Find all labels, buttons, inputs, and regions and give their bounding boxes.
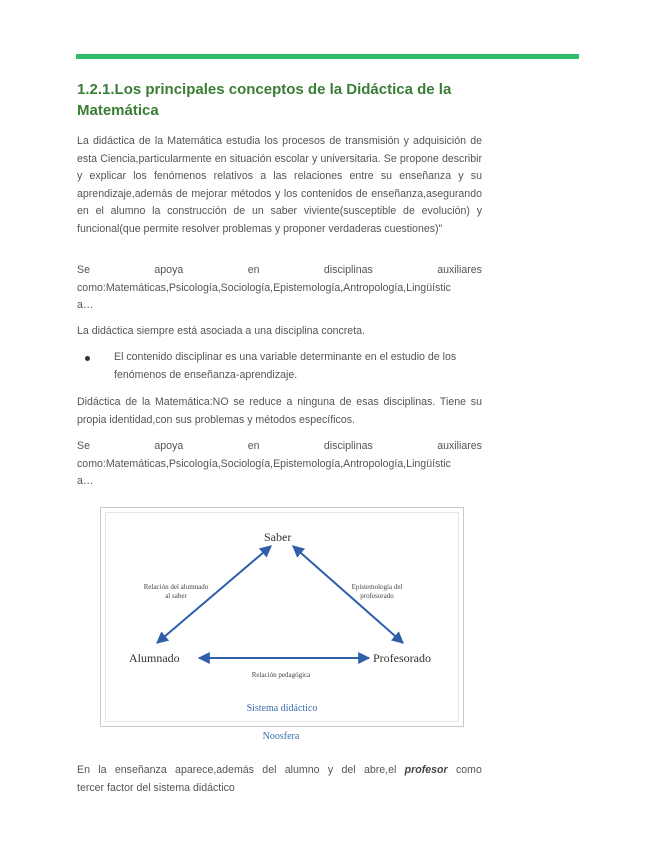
paragraph-discipline: La didáctica siempre está asociada a una disciplina concreta. (77, 325, 365, 337)
spread-line (77, 438, 482, 456)
word: del (341, 764, 356, 776)
word: auxiliares (437, 440, 482, 452)
text-line: como:Matemáticas,Psicología,Sociología,Epistemología,Antropología,Lingüístic (77, 281, 451, 294)
bullet-text: El contenido disciplinar es una variable determinante en el estudio de los fenómenos de enseñanza-aprendizaje. (114, 351, 457, 381)
edge-label-pedagogica: Relación pedagógica (251, 671, 311, 679)
text-line: como:Matemáticas,Psicología,Sociología,Epistemología,Antropología,Lingüístic (77, 457, 451, 470)
text-line: tercer factor del sistema didáctico (77, 781, 235, 794)
spread-line (77, 762, 482, 780)
word: y (327, 764, 334, 776)
paragraph-identity: Didáctica de la Matemática:NO se reduce a ninguna de esas disciplinas. Tiene su propia identidad,con sus problemas y métodos específicos. (77, 396, 482, 426)
word: apoya (154, 264, 184, 276)
node-alumnado: Alumnado (129, 651, 180, 665)
node-saber: Saber (264, 530, 292, 544)
bullet-item (85, 349, 482, 384)
word: auxiliares (437, 264, 482, 276)
word: Se (77, 264, 90, 276)
word: apoya (154, 440, 184, 452)
emphasis-profesor: profesor (404, 764, 448, 776)
paragraph-auxiliary-2 (77, 438, 482, 491)
bullet-dot-icon (85, 356, 90, 361)
edge-label-alumnado-saber (131, 583, 221, 601)
paragraph-definition: La didáctica de la Matemática estudia los procesos de transmisión y adquisición de esta Ciencia,particularmente en situación escolar y universitaria. Se propone describir y explicar los fenómenos relativos a las relaciones entre su enseñanza y su aprendizaje,además de mejorar métodos y los contenidos de enseñanza,asegurando en el alumno la construcción de un saber viviente(susceptible de evolución) y funcional(que permite resolver problemas y proponer verdaderas cuestiones)" (77, 135, 482, 235)
diagram-inner-caption: Sistema didáctico (246, 703, 318, 714)
spread-line (77, 262, 482, 280)
word: enseñanza (114, 764, 167, 776)
edge-label-line: Epistemología del (351, 583, 403, 591)
word: en (247, 440, 260, 452)
word: del (262, 764, 277, 776)
word: aparece,además (175, 764, 254, 776)
text-line: a… (77, 299, 94, 312)
word: la (98, 764, 107, 776)
diagram-outer-caption: Noosfera (262, 731, 300, 742)
edge-label-line: al saber (165, 592, 187, 600)
word: En (77, 764, 90, 776)
paragraph-teacher (77, 762, 482, 797)
word: en (247, 264, 260, 276)
word: Se (77, 440, 90, 452)
text-line: a… (77, 475, 94, 488)
word: abre,el (363, 764, 397, 776)
edge-label-line: profesorado (360, 592, 394, 600)
word: como (455, 764, 482, 776)
word: disciplinas (323, 440, 373, 452)
node-profesorado: Profesorado (373, 651, 431, 665)
section-title: 1.2.1.Los principales conceptos de la Didáctica de la Matemática (77, 81, 452, 119)
didactic-system-diagram (100, 507, 464, 727)
word: disciplinas (323, 264, 373, 276)
header-accent-bar (76, 54, 579, 59)
paragraph-auxiliary-1 (77, 262, 482, 315)
edge-label-saber-profesorado (337, 583, 417, 601)
edge-label-line: Relación del alumnado (143, 583, 209, 591)
word: alumno (284, 764, 320, 776)
